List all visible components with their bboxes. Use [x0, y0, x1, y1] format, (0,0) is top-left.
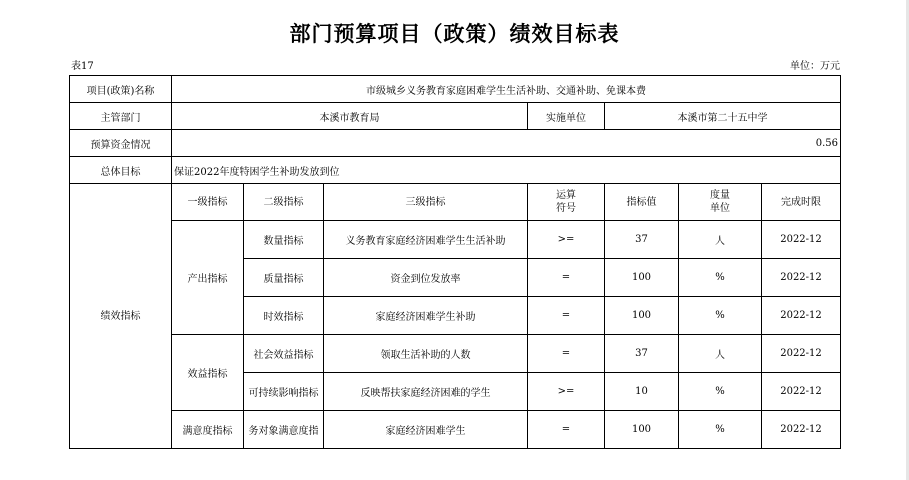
page-title: 部门预算项目（政策）绩效目标表 [289, 22, 620, 46]
table-row [70, 411, 841, 449]
row-level2: 社会效益指标 [244, 335, 324, 373]
budget-row [70, 130, 841, 157]
row-unit: 人 [679, 335, 762, 373]
row-level2: 数量指标 [244, 221, 324, 259]
row-value: 37 [605, 221, 679, 259]
row-deadline: 2022-12 [762, 259, 841, 297]
row-value: 100 [605, 411, 679, 449]
table-number: 表17 [71, 61, 94, 72]
header-level2: 二级指标 [244, 184, 324, 221]
header-operator-line2: 符号 [556, 203, 576, 214]
row-unit: % [679, 259, 762, 297]
row-operator: >= [528, 221, 605, 259]
project-label: 项目(政策)名称 [70, 76, 172, 103]
row-operator: = [528, 411, 605, 449]
header-deadline: 完成时限 [762, 184, 841, 221]
goal-row [70, 157, 841, 184]
row-operator: = [528, 297, 605, 335]
header-value: 指标值 [605, 184, 679, 221]
row-operator: >= [528, 373, 605, 411]
header-level1: 一级指标 [172, 184, 244, 221]
header-unit-line1: 度量 [710, 190, 730, 201]
indicator-header-row [70, 184, 841, 221]
goal-label: 总体目标 [70, 157, 172, 184]
row-level3: 反映帮扶家庭经济困难的学生 [324, 373, 528, 411]
dept-label: 主管部门 [70, 103, 172, 130]
row-level3: 义务教育家庭经济困难学生生活补助 [324, 221, 528, 259]
goal-value: 保证2022年度特困学生补助发放到位 [172, 157, 841, 184]
row-level2: 可持续影响指标 [244, 373, 324, 411]
row-operator: = [528, 259, 605, 297]
row-deadline: 2022-12 [762, 297, 841, 335]
row-level3: 领取生活补助的人数 [324, 335, 528, 373]
row-deadline: 2022-12 [762, 411, 841, 449]
row-level3: 家庭经济困难学生 [324, 411, 528, 449]
table-row [70, 221, 841, 259]
row-unit: % [679, 373, 762, 411]
row-unit: % [679, 297, 762, 335]
impl-label: 实施单位 [528, 103, 605, 130]
row-value: 100 [605, 259, 679, 297]
row-deadline: 2022-12 [762, 335, 841, 373]
group-output: 产出指标 [172, 221, 244, 335]
row-level2: 质量指标 [244, 259, 324, 297]
budget-value: 0.56 [172, 130, 841, 157]
row-deadline: 2022-12 [762, 221, 841, 259]
header-operator-line1: 运算 [556, 190, 576, 201]
row-value: 37 [605, 335, 679, 373]
row-level2: 务对象满意度指 [244, 411, 324, 449]
group-benefit: 效益指标 [172, 335, 244, 411]
header-operator [528, 184, 605, 221]
header-level3: 三级指标 [324, 184, 528, 221]
project-row [70, 76, 841, 103]
row-unit: % [679, 411, 762, 449]
row-operator: = [528, 335, 605, 373]
row-level3: 家庭经济困难学生补助 [324, 297, 528, 335]
impl-value: 本溪市第二十五中学 [605, 103, 841, 130]
table-row [70, 335, 841, 373]
row-value: 100 [605, 297, 679, 335]
performance-table [69, 75, 841, 449]
row-unit: 人 [679, 221, 762, 259]
unit-label: 单位：万元 [790, 61, 840, 72]
row-level3: 资金到位发放率 [324, 259, 528, 297]
dept-row [70, 103, 841, 130]
budget-label: 预算资金情况 [70, 130, 172, 157]
indicator-section-label: 绩效指标 [70, 184, 172, 449]
header-unit [679, 184, 762, 221]
group-satisfaction: 满意度指标 [172, 411, 244, 449]
header-unit-line2: 单位 [710, 203, 730, 214]
row-value: 10 [605, 373, 679, 411]
row-deadline: 2022-12 [762, 373, 841, 411]
project-value: 市级城乡义务教育家庭困难学生生活补助、交通补助、免课本费 [172, 76, 841, 103]
dept-value: 本溪市教育局 [172, 103, 528, 130]
row-level2: 时效指标 [244, 297, 324, 335]
